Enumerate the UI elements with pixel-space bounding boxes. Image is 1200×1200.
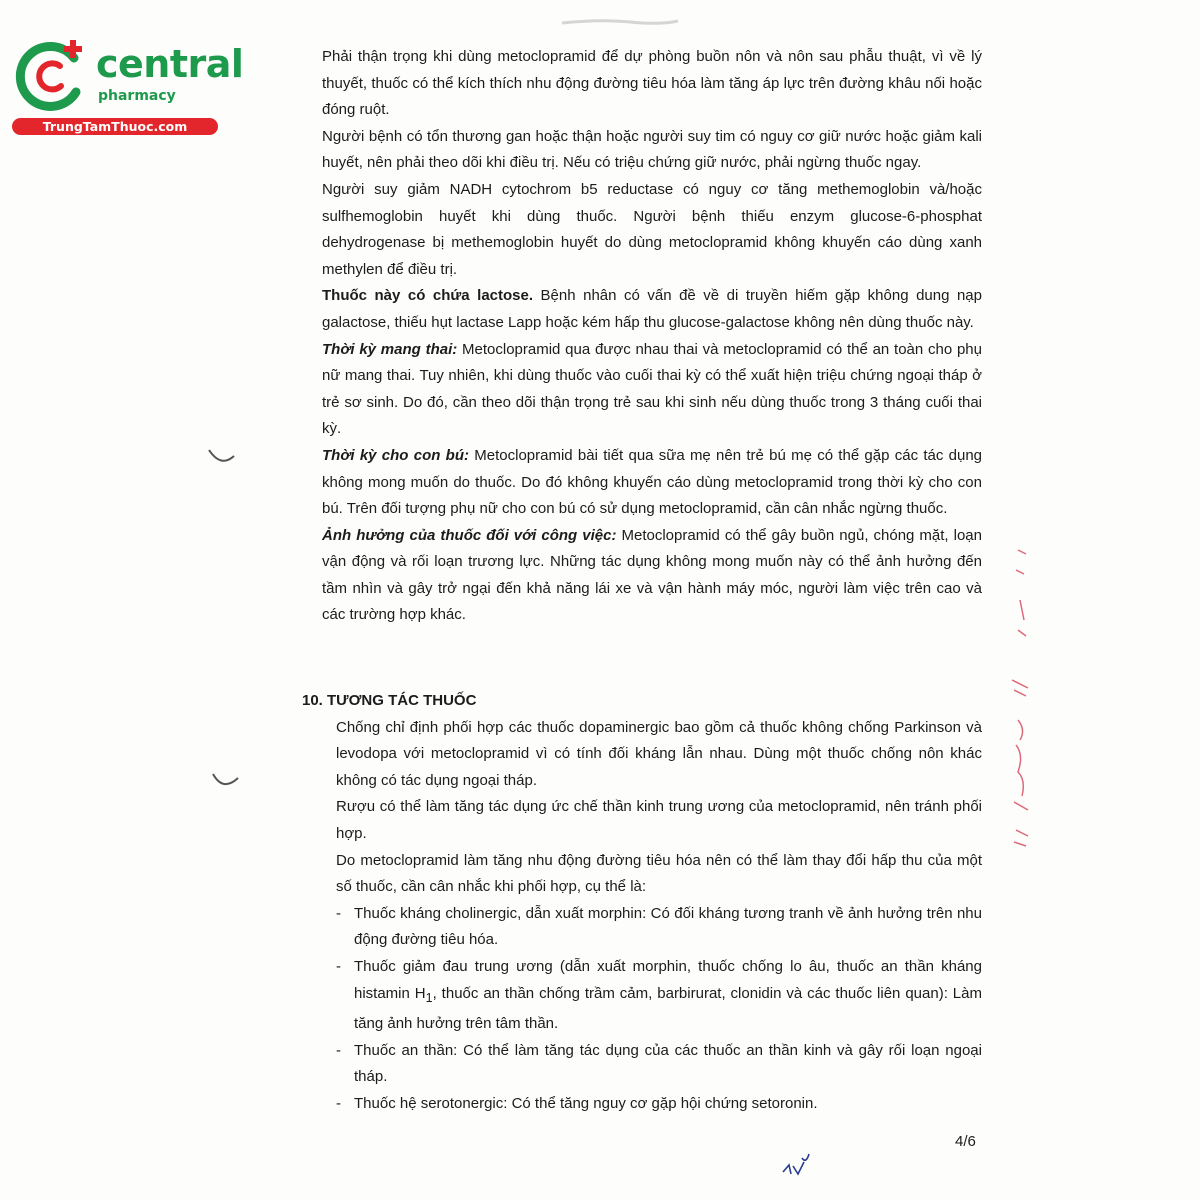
paragraph-surgery: Phải thận trọng khi dùng metoclopramid để dự phòng buồn nôn và nôn sau phẫu thuật, vì về lý thuyết, thuốc có thể kích thích nhu động đường tiêu hóa làm tăng áp lực trên đường khâu nối hoặc đóng ruột. [322, 48, 982, 119]
list-item [336, 901, 982, 954]
punch-hole-mark [206, 446, 236, 468]
breastfeeding-heading: Thời kỳ cho con bú: [322, 446, 469, 464]
paragraph-liver-kidney: Người bệnh có tổn thương gan hoặc thận hoặc người suy tim có nguy cơ giữ nước hoặc giảm kali huyết, nên phải theo dõi khi điều trị. Nếu có triệu chứng giữ nước, phải ngừng thuốc ngay. [322, 127, 982, 172]
paragraph-nadh: Người suy giảm NADH cytochrom b5 reductase có nguy cơ tăng methemoglobin và/hoặc sulfhemoglobin huyết khi dùng thuốc. Người bệnh thiếu enzym glucose-6-phosphat dehydrogenase bị methemoglobin huyết do dùng metoclopramid không khuyến cáo dùng xanh methylen để điều trị. [322, 180, 982, 278]
stamp-edge-mark [1004, 540, 1034, 870]
page-number: 4/6 [955, 1133, 976, 1150]
list-item [336, 1038, 982, 1091]
subscript: 1 [425, 990, 433, 1005]
list-item-text: Thuốc giảm đau trung ương (dẫn xuất morphin, thuốc chống lo âu, thuốc an thần kháng histamin H [354, 957, 982, 1002]
handwritten-initials [780, 1152, 816, 1182]
central-pharmacy-logo[interactable] [10, 36, 244, 136]
interaction-paragraph-dopaminergic: Chống chỉ định phối hợp các thuốc dopaminergic bao gồm cả thuốc không chống Parkinson và levodopa với metoclopramid vì có tính đối kháng lẫn nhau. Dùng một thuốc chống nôn khác không có tác dụng ngoại tháp. [336, 718, 982, 789]
list-item-text-cont: , thuốc an thần chống trầm cảm, barbirurat, clonidin và các thuốc liên quan): Làm tăng ảnh hưởng trên tâm thần. [354, 984, 982, 1033]
paragraph-work-effect [322, 523, 982, 629]
section-body [302, 715, 982, 1118]
work-effect-text: Metoclopramid có thể gây buồn ngủ, chóng mặt, loạn vận động và rối loạn trương lực. Những tác dụng không mong muốn này có thể ảnh hưởng đến tầm nhìn và gây trở ngại đến khả năng lái xe và vận hành máy móc, người làm việc trên cao và các trường hợp khác. [322, 526, 982, 624]
logo-subtitle: pharmacy [98, 88, 176, 104]
punch-hole-mark [210, 770, 240, 792]
work-effect-heading: Ảnh hưởng của thuốc đối với công việc: [322, 526, 617, 544]
pregnancy-text: Metoclopramid qua được nhau thai và metoclopramid có thể an toàn cho phụ nữ mang thai. Tuy nhiên, khi dùng thuốc vào cuối thai kỳ có thể xuất hiện triệu chứng ngoại tháp ở trẻ sơ sinh. Do đó, cần theo dõi thận trọng trẻ sau khi sinh nếu dùng thuốc trong 3 tháng cuối thai kỳ. [322, 340, 982, 438]
scan-artifact [560, 14, 680, 24]
logo-c-icon [10, 36, 90, 116]
section-drug-interactions [302, 688, 982, 1118]
main-text [322, 44, 982, 629]
logo-site-banner: TrungTamThuoc.com [12, 118, 218, 135]
interaction-paragraph-alcohol: Rượu có thể làm tăng tác dụng ức chế thần kinh trung ương của metoclopramid, nên tránh phối hợp. [336, 798, 982, 842]
interaction-paragraph-absorption: Do metoclopramid làm tăng nhu động đường tiêu hóa nên có thể làm thay đổi hấp thu của một số thuốc, cần cân nhắc khi phối hợp, cụ thể là: [336, 851, 982, 896]
paragraph-pregnancy [322, 337, 982, 443]
list-item-text: Thuốc hệ serotonergic: Có thể tăng nguy cơ gặp hội chứng setoronin. [354, 1094, 818, 1112]
list-item-text: Thuốc kháng cholinergic, dẫn xuất morphin: Có đối kháng tương tranh về ảnh hưởng trên nhu động đường tiêu hóa. [354, 904, 982, 949]
list-item [336, 1091, 982, 1118]
list-dash: - [336, 904, 341, 922]
list-dash: - [336, 1094, 341, 1112]
interaction-list [336, 901, 982, 1118]
paragraph-breastfeeding [322, 443, 982, 523]
breastfeeding-text: Metoclopramid bài tiết qua sữa mẹ nên trẻ bú mẹ có thể gặp các tác dụng không mong muốn do thuốc. Do đó không khuyến cáo dùng metoclopramid trong thời kỳ cho con bú. Trên đối tượng phụ nữ cho con bú có sử dụng metoclopramid, cần cân nhắc ngừng thuốc. [322, 446, 982, 518]
list-item-text: Thuốc an thần: Có thể làm tăng tác dụng của các thuốc an thần kinh và gây rối loạn ngoại tháp. [354, 1041, 982, 1086]
section-title: 10. TƯƠNG TÁC THUỐC [302, 692, 477, 709]
list-dash: - [336, 957, 341, 975]
lactose-text: Bệnh nhân có vấn đề về di truyền hiếm gặp không dung nạp galactose, thiếu hụt lactase Lapp hoặc kém hấp thu glucose-galactose không nên dùng thuốc này. [322, 287, 982, 331]
pregnancy-heading: Thời kỳ mang thai: [322, 340, 458, 358]
list-dash: - [336, 1041, 341, 1059]
paragraph-lactose [322, 283, 982, 336]
list-item [336, 954, 982, 1038]
logo-name: central [96, 42, 244, 86]
lactose-heading: Thuốc này có chứa lactose. [322, 287, 534, 305]
